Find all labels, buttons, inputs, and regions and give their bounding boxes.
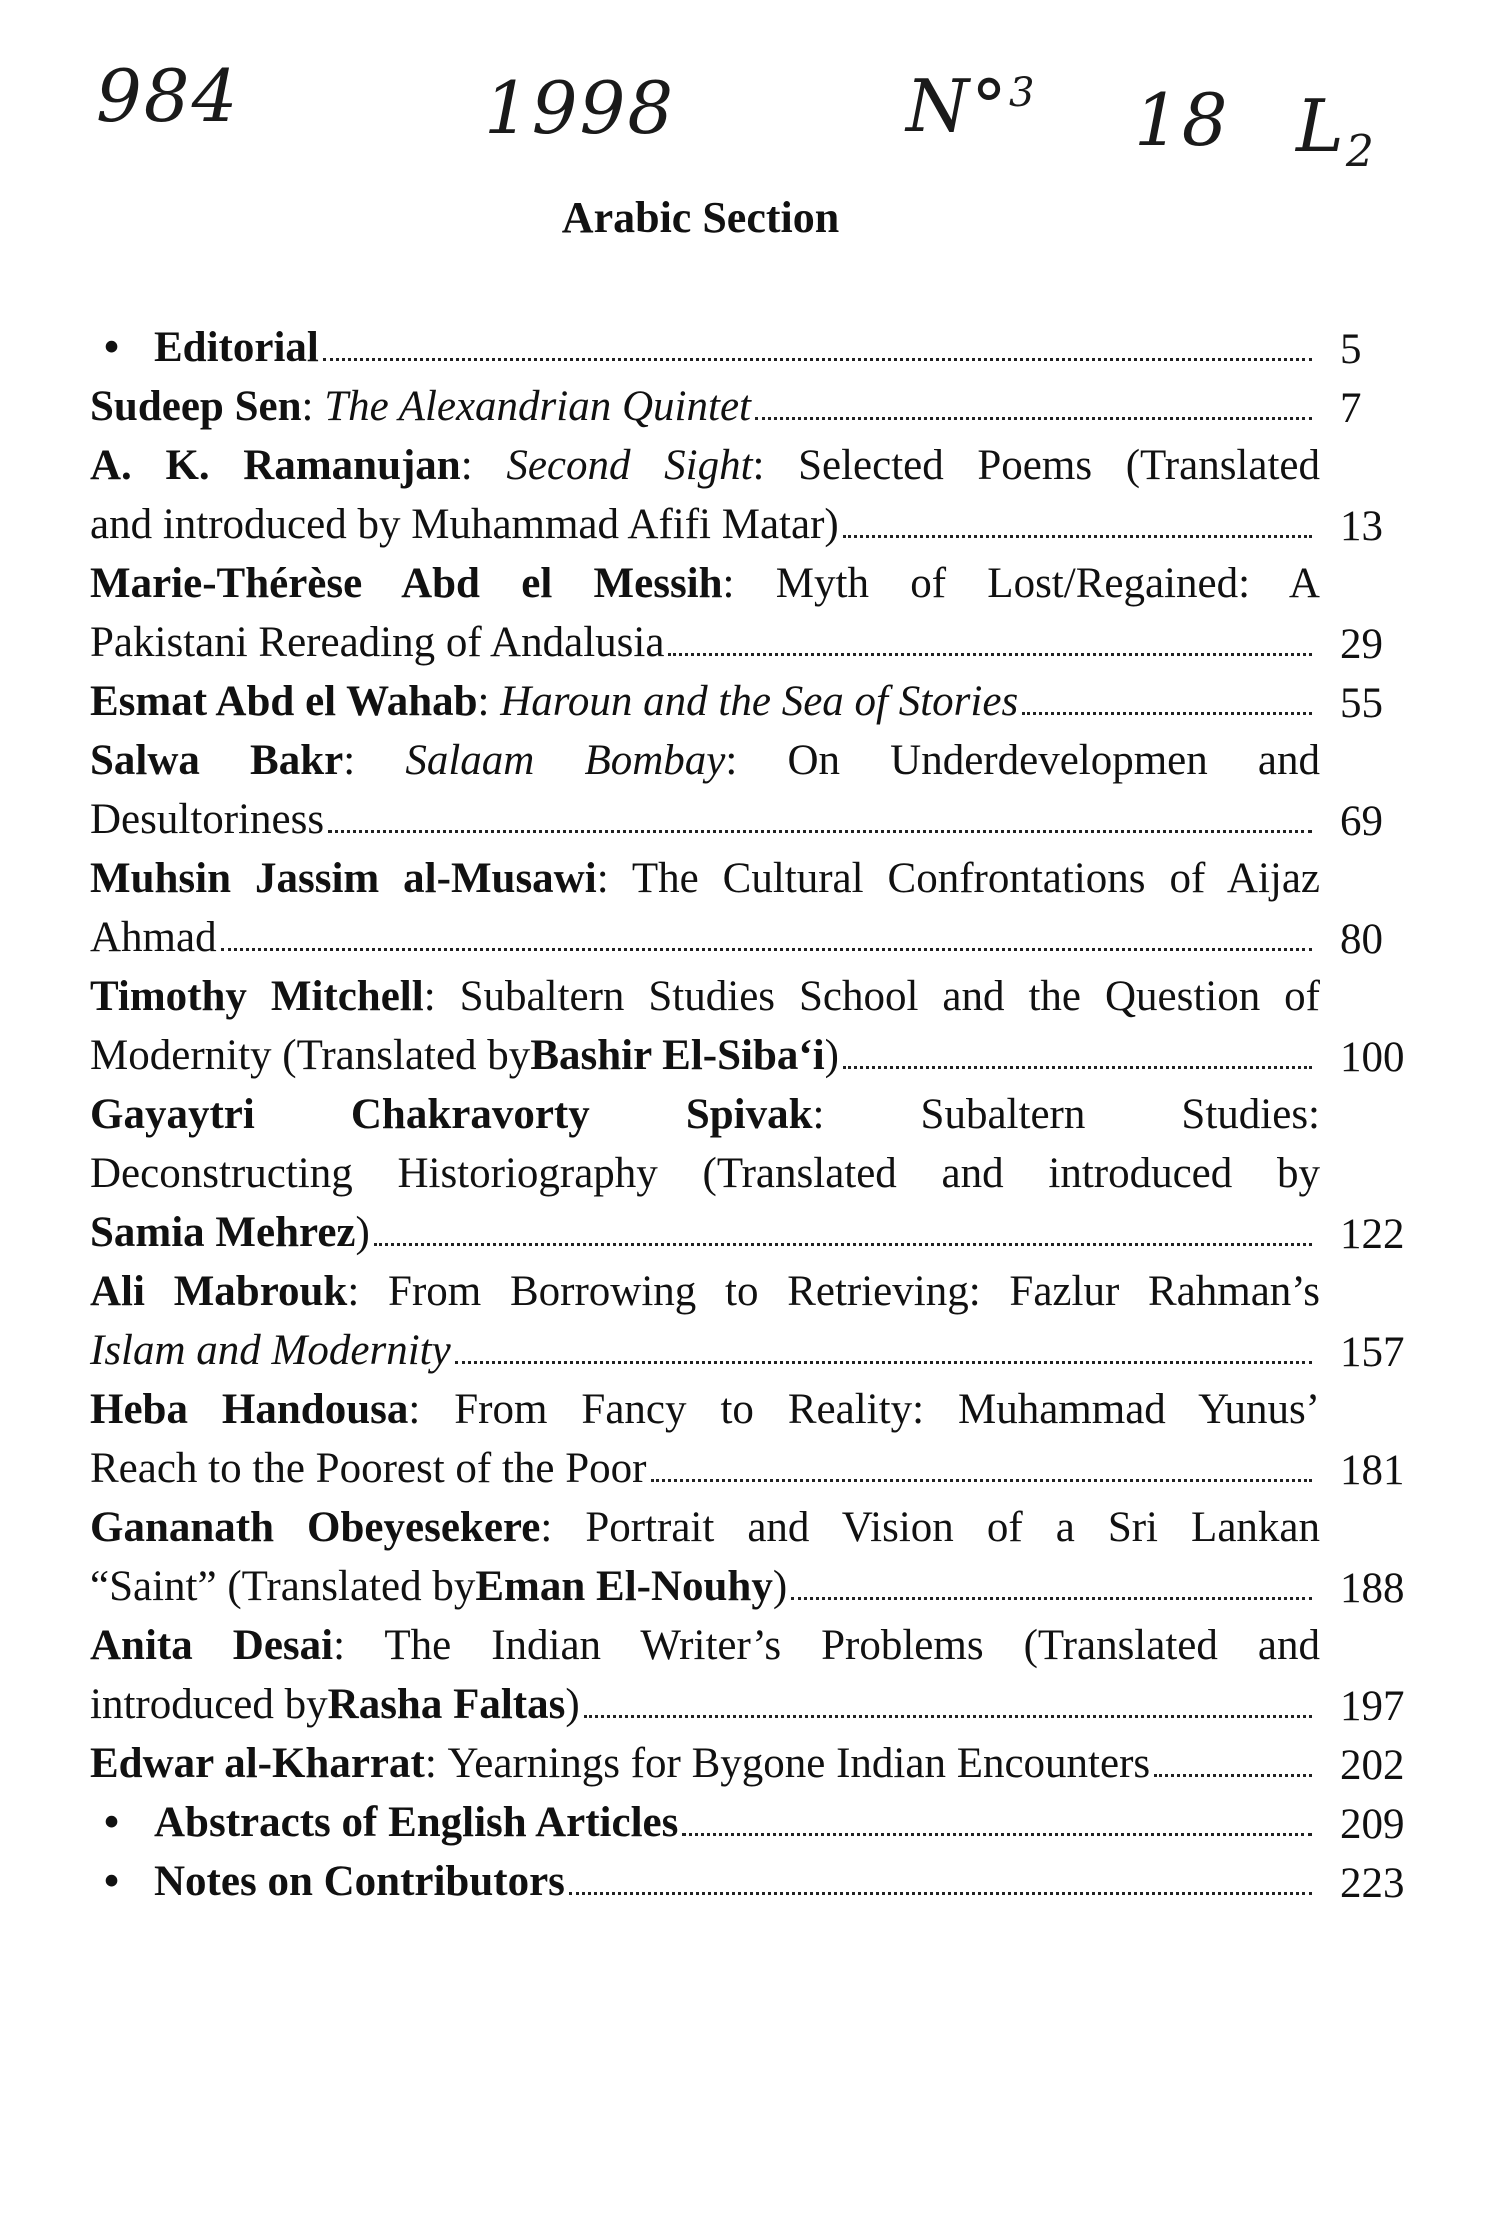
toc-entry-al-musawi[interactable]: Muhsin Jassim al-Musawi: The Cultural Confrontations of Aijaz Ahmad 80 [90, 849, 1410, 967]
entry-text-line2: and introduced by Muhammad Afifi Matar) [90, 501, 839, 548]
toc-entry-desai[interactable]: Anita Desai: The Indian Writer’s Problems (Translated and introduced by Rasha Faltas ) 197 [90, 1616, 1410, 1734]
entry-text: The Cultural Confrontations of Aijaz [631, 855, 1321, 902]
page-number: 55 [1340, 680, 1383, 727]
closing-paren: ) [824, 1032, 839, 1079]
entry-text: Myth of Lost/Regained: A [775, 560, 1320, 607]
toc-entry-mitchell[interactable]: Timothy Mitchell: Subaltern Studies School and the Question of Modernity (Translated by Bashir El-Siba‘i ) 100 [90, 967, 1410, 1085]
toc-entry-al-kharrat[interactable]: Edwar al-Kharrat : Yearnings for Bygone Indian Encounters 202 [90, 1734, 1410, 1793]
mark-letter: L [1296, 84, 1346, 168]
number-sign: N° [906, 64, 1009, 148]
page-number: 7 [1340, 385, 1362, 432]
toc-entry-contributors[interactable] [90, 1852, 1410, 1911]
entry-text-line2: “Saint” (Translated by [90, 1563, 476, 1610]
work-title: Haroun and the Sea of Stories [500, 678, 1019, 725]
author: Muhsin Jassim al-Musawi [90, 855, 597, 902]
bullet: • [104, 1858, 120, 1905]
page-number: 209 [1340, 1801, 1405, 1848]
author: Ali Mabrouk [90, 1268, 348, 1315]
author: Salwa Bakr [90, 737, 344, 784]
closing-paren: ) [355, 1209, 370, 1256]
handwritten-number-sign [906, 64, 1037, 148]
page-number: 122 [1340, 1211, 1405, 1258]
author: Sudeep Sen [90, 383, 302, 430]
author: Marie-Thérèse Abd el Messih [90, 560, 723, 607]
closing-paren: ) [772, 1563, 788, 1610]
page-number: 13 [1340, 503, 1383, 550]
work-title: Salaam Bombay [405, 737, 726, 784]
toc-entry-editorial[interactable] [90, 318, 1410, 377]
mark-sub: 2 [1345, 126, 1376, 178]
entry-text-line2: Reach to the Poorest of the Poor [90, 1445, 647, 1492]
author: Timothy Mitchell [90, 973, 424, 1020]
entry-text-line2: introduced by [90, 1681, 328, 1728]
author: Gananath Obeyesekere [90, 1504, 541, 1551]
entry-text: On Underdevelopmen and [787, 737, 1320, 784]
work-title: Islam and Modernity [90, 1327, 451, 1374]
handwritten-mark [1296, 84, 1376, 178]
author: Esmat Abd el Wahab [90, 678, 478, 725]
handwritten-number-984: 984 [96, 54, 240, 138]
page-number: 29 [1340, 621, 1383, 668]
page-number: 197 [1340, 1683, 1405, 1730]
number-sign-sup: 3 [1009, 70, 1037, 116]
entry-text-line2: Ahmad [90, 914, 217, 961]
toc-entry-abd-el-wahab[interactable]: Esmat Abd el Wahab : Haroun and the Sea of Stories 55 [90, 672, 1410, 731]
toc-entry-mabrouk[interactable]: Ali Mabrouk: From Borrowing to Retrieving: Fazlur Rahman’s Islam and Modernity 157 [90, 1262, 1410, 1380]
toc-entry-ramanujan[interactable]: A. K. Ramanujan: Second Sight: Selected Poems (Translated and introduced by Muhammad Afifi Matar) 13 [90, 436, 1410, 554]
page-number: 80 [1340, 916, 1383, 963]
toc-entry-obeyesekere[interactable]: Gananath Obeyesekere: Portrait and Vision of a Sri Lankan “Saint” (Translated by Eman El-Nouhy ) 188 [90, 1498, 1410, 1616]
toc-entry-spivak[interactable]: Gayaytri Chakravorty Spivak: Subaltern Studies: Deconstructing Historiography (Translated and introduced by Samia Mehrez ) 122 [90, 1085, 1410, 1262]
toc-entry-abstracts[interactable] [90, 1793, 1410, 1852]
entry-text-line2: Desultoriness [90, 796, 325, 843]
entry-text: Selected Poems (Translated [798, 442, 1320, 489]
toc-entry-abd-el-messih[interactable]: Marie-Thérèse Abd el Messih: Myth of Lost/Regained: A Pakistani Rereading of Andalusia 29 [90, 554, 1410, 672]
bullet: • [104, 1799, 120, 1846]
handwritten-issue: 18 [1134, 78, 1230, 162]
toc-entry-sen[interactable]: Sudeep Sen : The Alexandrian Quintet 7 [90, 377, 1410, 436]
entry-text: Subaltern Studies: [920, 1091, 1320, 1138]
entry-label: Notes on Contributors [154, 1858, 565, 1905]
entry-text-line2: Deconstructing Historiography (Translated and introduced by [90, 1150, 1320, 1197]
page-number: 202 [1340, 1742, 1405, 1789]
entry-label: Editorial [154, 324, 319, 371]
page-number: 223 [1340, 1860, 1405, 1907]
work-title: Second Sight [506, 442, 753, 489]
entry-text-line2: Modernity (Translated by [90, 1032, 531, 1079]
toc-entry-handousa[interactable]: Heba Handousa: From Fancy to Reality: Muhammad Yunus’ Reach to the Poorest of the Poor 181 [90, 1380, 1410, 1498]
page-number: 188 [1340, 1565, 1405, 1612]
entry-text: Subaltern Studies School and the Question of [459, 973, 1321, 1020]
page-number: 181 [1340, 1447, 1405, 1494]
handwritten-year: 1998 [484, 66, 676, 150]
entry-text: Yearnings for Bygone Indian Encounters [447, 1740, 1151, 1787]
author: Anita Desai [90, 1622, 334, 1669]
author: Gayaytri Chakravorty Spivak [90, 1091, 813, 1138]
page-number: 5 [1340, 326, 1362, 373]
author: Heba Handousa [90, 1386, 409, 1433]
translator: Bashir El-Siba‘i [530, 1032, 825, 1079]
page-number: 100 [1340, 1034, 1405, 1081]
entry-text-line2: Pakistani Rereading of Andalusia [90, 619, 665, 666]
entry-text: Portrait and Vision of a Sri Lankan [585, 1504, 1320, 1551]
translator: Eman El-Nouhy [475, 1563, 773, 1610]
translator: Samia Mehrez [90, 1209, 356, 1256]
bullet: • [104, 324, 120, 371]
author: A. K. Ramanujan [90, 442, 461, 489]
work-title: The Alexandrian Quintet [324, 383, 751, 430]
table-of-contents [90, 318, 1410, 1911]
entry-text: From Borrowing to Retrieving: Fazlur Rahman’s [388, 1268, 1320, 1315]
page-number: 157 [1340, 1329, 1405, 1376]
closing-paren: ) [565, 1681, 580, 1728]
translator: Rasha Faltas [327, 1681, 566, 1728]
section-title: Arabic Section [561, 193, 840, 242]
toc-entry-bakr[interactable]: Salwa Bakr: Salaam Bombay: On Underdevelopmen and Desultoriness 69 [90, 731, 1410, 849]
entry-text: From Fancy to Reality: Muhammad Yunus’ [454, 1386, 1320, 1433]
entry-text: The Indian Writer’s Problems (Translated and [384, 1622, 1320, 1669]
entry-label: Abstracts of English Articles [154, 1799, 679, 1846]
author: Edwar al-Kharrat [90, 1740, 425, 1787]
page-number: 69 [1340, 798, 1383, 845]
